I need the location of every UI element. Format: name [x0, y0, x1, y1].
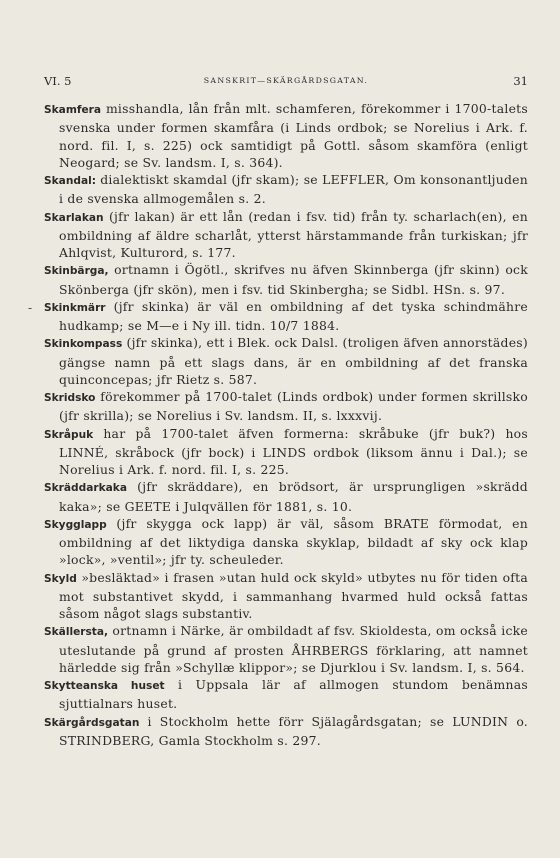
dictionary-entry: [44, 425, 528, 479]
dictionary-entry: [44, 100, 528, 171]
dictionary-entry: [44, 298, 528, 335]
dictionary-entry: [44, 171, 528, 208]
entry-headword: Skytteanska huset: [44, 680, 165, 692]
section-number: VI. 5: [44, 74, 72, 88]
entry-text: (jfr skinka), ett i Blek. ock Dalsl. (troligen äfven annorstädes) gängse namn på ett slags dans, är en ombildning af det franska quinconcepas; jfr Rietz s. 587.: [59, 335, 528, 387]
entry-text: »besläktad» i frasen »utan huld ock skyld» utbytes nu för tiden ofta mot substantivet skydd, i sammanhang hvarmed huld också fattas såsom något slags substantiv.: [59, 569, 528, 621]
entry-headword: Skällersta,: [44, 626, 109, 639]
entry-text: har på 1700-talet äfven formerna: skråbuke (jfr buk?) hos LINNÉ, skråbock (jfr bock) i LINDS ordbok (liksom ännu i Dal.); se Norelius i Ark. f. nord. fil. I, s. 225.: [59, 425, 528, 477]
entry-headword: Skamfera: [44, 104, 102, 116]
entry-headword: Skinkmärr: [44, 301, 106, 314]
dictionary-entry: [44, 261, 528, 298]
entry-text: ortnamn i Närke, är ombildadt af fsv. Skioldesta, om också icke uteslutande på grund af prosten ÅHRBERGS förklaring, att namnet härledde sig från »Schyllæ klippor»; se Djurklou i Sv. landsm. I, s. 564.: [59, 623, 528, 675]
entry-headword: Skandal:: [44, 175, 96, 187]
margin-dash-mark: -: [28, 301, 33, 315]
entry-headword: Skärgårdsgatan: [44, 716, 140, 729]
running-header: [44, 74, 528, 94]
entry-headword: Skråpuk: [44, 428, 94, 441]
dictionary-entry: [44, 208, 528, 262]
entry-headword: Skräddarkaka: [44, 482, 127, 495]
dictionary-entry: [44, 713, 528, 750]
entry-headword: Skinkompass: [44, 338, 123, 351]
entry-text: i Stockholm hette förr Själagårdsgatan; se LUNDIN o. STRINDBERG, Gamla Stockholm s. 297.: [59, 713, 528, 748]
dictionary-entry: [44, 478, 528, 515]
entry-headword: Skyld: [44, 572, 77, 585]
dictionary-entries: [44, 100, 528, 749]
dictionary-entry: [44, 388, 528, 425]
dictionary-entry: [44, 515, 528, 569]
entry-headword: Skarlakan: [44, 211, 104, 224]
dictionary-entry: [44, 334, 528, 388]
page-number: 31: [513, 74, 528, 88]
entry-text: (jfr skinka) är väl en ombildning af det tyska schindmähre hudkamp; se M—e i Ny ill. tidn. 10/7 1884.: [59, 298, 528, 333]
entry-text: i Uppsala lär af allmogen stundom benämnas sjuttialnars huset.: [59, 677, 528, 712]
entry-text: dialektiskt skamdal (jfr skam); se LEFFLER, Om konsonantljuden i de svenska allmogemålen s. 2.: [59, 172, 528, 207]
entry-headword: Skinbärga,: [44, 265, 109, 278]
entry-text: misshandla, lån från mlt. schamferen, förekommer i 1700-talets svenska under formen skamfåra (i Linds ordbok; se Norelius i Ark. f. nord. fil. I, s. 225) ock samtidigt på Gottl. såsom skamföra (enligt Neogard; se Sv. landsm. I, s. 364).: [59, 101, 528, 170]
entry-text: (jfr skygga ock lapp) är väl, såsom BRATE förmodat, en ombildning af det liktydiga danska skyklap, bildadt af sky ock klap »lock», »ventil»; jfr ty. scheuleder.: [59, 515, 528, 568]
entry-text: ortnamn i Ögötl., skrifves nu äfven Skinnberga (jfr skinn) ock Skönberga (jfr skön), men i fsv. tid Skinbergha; se Sidbl. HSn. s. 97.: [59, 262, 528, 297]
entry-text: (jfr skräddare), en brödsort, är ursprungligen »skrädd kaka»; se GEETE i Julqvällen för 1881, s. 10.: [59, 479, 528, 514]
entry-text: förekommer på 1700-talet (Linds ordbok) under formen skrillsko (jfr skrilla); se Norelius i Sv. landsm. II, s. lxxxvij.: [59, 389, 528, 424]
entry-text: (jfr lakan) är ett lån (redan i fsv. tid) från ty. scharlach(en), en ombildning af äldre scharlåt, ytterst härstammande från turkiskan; jfr Ahlqvist, Kulturord, s. 177.: [59, 208, 528, 260]
running-title: SANSKRIT—SKÄRGÅRDSGATAN.: [203, 76, 369, 85]
dictionary-entry: [44, 622, 528, 676]
dictionary-entry: [44, 569, 528, 623]
dictionary-entry: [44, 676, 528, 713]
entry-headword: Skridsko: [44, 392, 96, 404]
entry-headword: Skygglapp: [44, 518, 107, 531]
